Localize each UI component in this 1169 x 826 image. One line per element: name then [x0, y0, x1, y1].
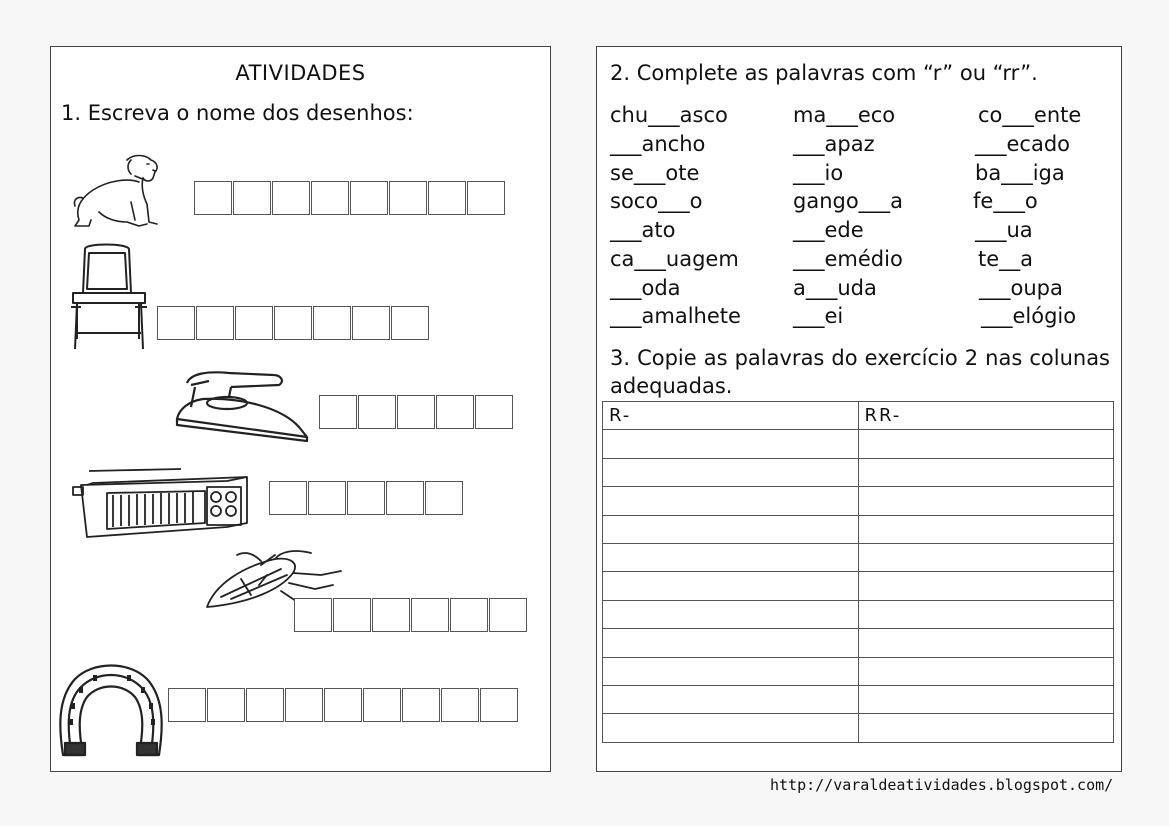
table-row [603, 543, 1114, 571]
word-blank: ___ei [793, 304, 844, 328]
letter-box[interactable] [489, 598, 527, 632]
answer-cell-r[interactable] [603, 543, 859, 571]
word-blank: ma___eco [793, 103, 896, 127]
table-row [603, 487, 1114, 515]
word-blank: ___ecado [975, 132, 1071, 156]
letter-box[interactable] [425, 481, 463, 515]
word-blank: ___ede [793, 218, 864, 242]
table-row [603, 629, 1114, 657]
letter-box[interactable] [436, 395, 474, 429]
letter-box[interactable] [386, 481, 424, 515]
letter-box[interactable] [363, 688, 401, 722]
word-blank: fe___o [973, 189, 1038, 213]
letter-box[interactable] [269, 481, 307, 515]
letter-box[interactable] [372, 598, 410, 632]
answer-boxes-3[interactable] [319, 395, 514, 429]
right-worksheet-panel [596, 46, 1122, 772]
letter-box[interactable] [333, 598, 371, 632]
word-blank: ___amalhete [610, 304, 741, 328]
letter-box[interactable] [352, 306, 390, 340]
left-worksheet-panel [50, 46, 551, 772]
letter-box[interactable] [324, 688, 362, 722]
letter-box[interactable] [246, 688, 284, 722]
word-blank: ___elógio [981, 304, 1077, 328]
answer-boxes-6[interactable] [168, 688, 519, 722]
letter-box[interactable] [207, 688, 245, 722]
source-url: http://varaldeatividades.blogspot.com/ [770, 776, 1114, 794]
answer-cell-rr[interactable] [858, 685, 1114, 713]
answer-cell-rr[interactable] [858, 487, 1114, 515]
letter-box[interactable] [450, 598, 488, 632]
letter-box[interactable] [194, 181, 232, 215]
table-row [603, 572, 1114, 600]
word-blank: ___oda [610, 276, 681, 300]
table-row [603, 430, 1114, 458]
letter-box[interactable] [441, 688, 479, 722]
letter-box[interactable] [428, 181, 466, 215]
table-row [603, 600, 1114, 628]
answer-cell-rr[interactable] [858, 629, 1114, 657]
answer-boxes-1[interactable] [194, 181, 506, 215]
answer-cell-r[interactable] [603, 629, 859, 657]
letter-box[interactable] [308, 481, 346, 515]
letter-box[interactable] [168, 688, 206, 722]
letter-box[interactable] [157, 306, 195, 340]
letter-box[interactable] [274, 306, 312, 340]
word-blank: gango___a [793, 189, 904, 213]
answer-cell-r[interactable] [603, 430, 859, 458]
letter-box[interactable] [313, 306, 351, 340]
horseshoe-icon [57, 659, 167, 763]
column-header-rr: RR- [858, 402, 1114, 430]
letter-box[interactable] [475, 395, 513, 429]
answer-cell-rr[interactable] [858, 572, 1114, 600]
word-blank: ___ancho [610, 132, 706, 156]
letter-box[interactable] [467, 181, 505, 215]
word-blank: chu___asco [610, 103, 728, 127]
answer-cell-rr[interactable] [858, 458, 1114, 486]
radio-icon [71, 463, 251, 543]
letter-box[interactable] [235, 306, 273, 340]
letter-box[interactable] [233, 181, 271, 215]
word-blank: se___ote [610, 161, 700, 185]
answer-boxes-5[interactable] [294, 598, 528, 632]
letter-box[interactable] [294, 598, 332, 632]
word-blank: soco___o [610, 189, 703, 213]
answer-cell-rr[interactable] [858, 543, 1114, 571]
letter-box[interactable] [402, 688, 440, 722]
chair-icon [69, 241, 151, 353]
letter-box[interactable] [347, 481, 385, 515]
table-row [603, 515, 1114, 543]
letter-box[interactable] [272, 181, 310, 215]
letter-box[interactable] [411, 598, 449, 632]
answer-cell-r[interactable] [603, 685, 859, 713]
letter-box[interactable] [350, 181, 388, 215]
letter-box[interactable] [397, 395, 435, 429]
table-row [603, 657, 1114, 685]
letter-box[interactable] [319, 395, 357, 429]
answer-columns-table [602, 401, 1114, 743]
answer-cell-r[interactable] [603, 657, 859, 685]
table-row [603, 458, 1114, 486]
word-blank: ___ato [610, 218, 676, 242]
worksheet-title: ATIVIDADES [235, 61, 366, 85]
letter-box[interactable] [285, 688, 323, 722]
answer-cell-r[interactable] [603, 458, 859, 486]
letter-box[interactable] [196, 306, 234, 340]
answer-cell-rr[interactable] [858, 600, 1114, 628]
answer-cell-r[interactable] [603, 572, 859, 600]
table-row [603, 714, 1114, 742]
word-blank: ca___uagem [610, 247, 739, 271]
word-blank: ba___iga [975, 161, 1065, 185]
question-3: 3. Copie as palavras do exercício 2 nas colunas adequadas. [610, 346, 1110, 398]
word-blank: ___oupa [979, 276, 1063, 300]
answer-boxes-4[interactable] [269, 481, 464, 515]
word-blank: ___ua [975, 218, 1033, 242]
dog-icon [69, 152, 164, 232]
answer-cell-r[interactable] [603, 487, 859, 515]
answer-cell-rr[interactable] [858, 515, 1114, 543]
word-blank: ___io [793, 161, 844, 185]
answer-cell-rr[interactable] [858, 430, 1114, 458]
answer-cell-rr[interactable] [858, 714, 1114, 742]
iron-icon [169, 367, 315, 443]
question-2: 2. Complete as palavras com “r” ou “rr”. [610, 61, 1038, 85]
word-blank: co___ente [978, 103, 1082, 127]
word-blank: te__a [978, 247, 1034, 271]
answer-cell-r[interactable] [603, 714, 859, 742]
letter-box[interactable] [480, 688, 518, 722]
table-header-row [603, 402, 1114, 430]
letter-box[interactable] [391, 306, 429, 340]
letter-box[interactable] [311, 181, 349, 215]
answer-cell-rr[interactable] [858, 657, 1114, 685]
answer-cell-r[interactable] [603, 515, 859, 543]
letter-box[interactable] [389, 181, 427, 215]
word-blank: a___uda [793, 276, 877, 300]
question-1: 1. Escreva o nome dos desenhos: [61, 101, 414, 125]
table-row [603, 685, 1114, 713]
answer-boxes-2[interactable] [157, 306, 430, 340]
answer-cell-r[interactable] [603, 600, 859, 628]
letter-box[interactable] [358, 395, 396, 429]
word-blank: ___apaz [793, 132, 875, 156]
word-blank: ___emédio [793, 247, 903, 271]
column-header-r: R- [603, 402, 859, 430]
